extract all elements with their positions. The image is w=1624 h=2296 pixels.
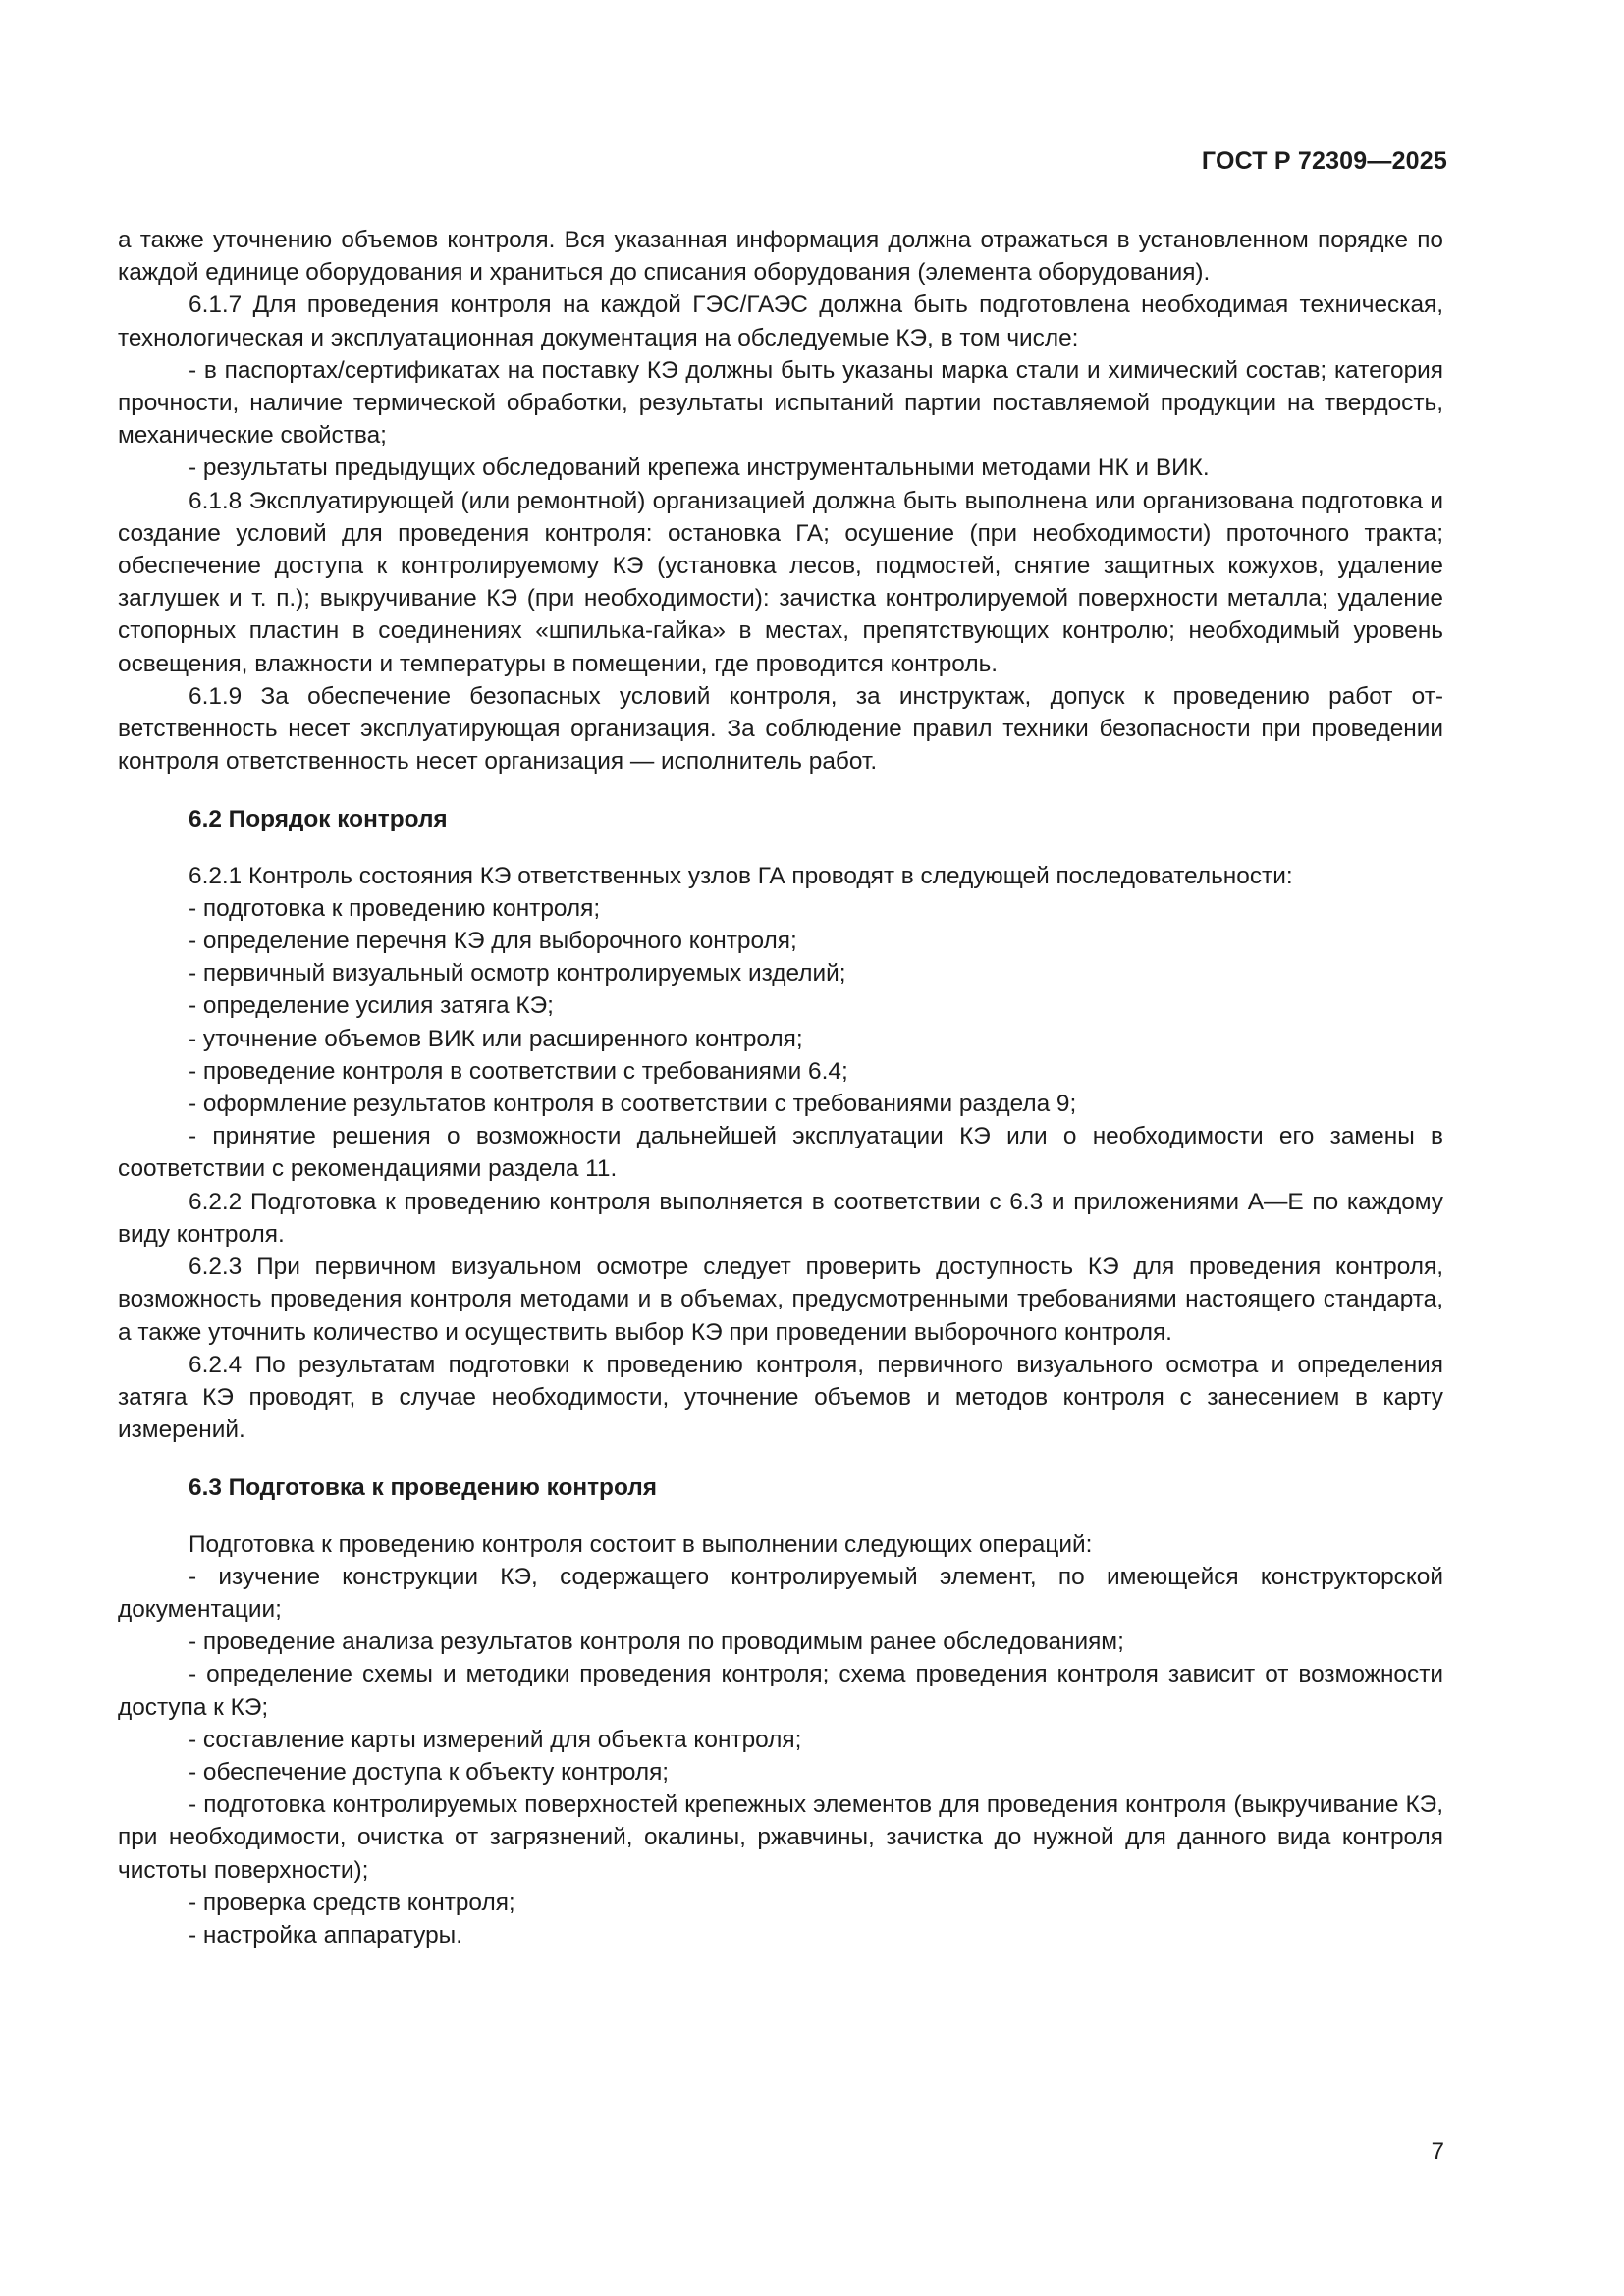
clause-6-1-8: 6.1.8 Эксплуатирующей (или ремонтной) организацией должна быть выполнена или организована подготовка и создание условий для проведения контроля: остановка ГА; осушение (при необходимости) проточного тракта; обеспечение доступа к контролируемому КЭ (установка лесов, подмостей, снятие защитных кожухов, удаление заглушек и т. п.); выкручивание КЭ (при необходимости): зачистка контролируемой поверхности металла; удаление стопорных пластин в соединениях «шпилька-гайка» в местах, препятствующих контролю; необходимый уровень освещения, влажности и температуры в помещении, где проводится контроль. <box>118 487 1443 677</box>
list-item: - проверка средств контроля; <box>189 1889 515 1916</box>
list-item: - подготовка контролируемых поверхностей крепежных элементов для проведения контроля (выкручивание КЭ, при необходимости, очистка от загрязнений, окалины, ржавчины, зачистка до нужной для данного вида контроля чистоты поверхности); <box>118 1791 1443 1884</box>
list-item: - настройка аппаратуры. <box>189 1921 462 1949</box>
list-item: - определение усилия затяга КЭ; <box>189 992 554 1020</box>
list-item: - результаты предыдущих обследований крепежа инструментальными методами НК и ВИК. <box>189 454 1210 482</box>
list-item: - в паспортах/сертификатах на поставку КЭ должны быть указаны марка стали и химический состав; категория прочности, наличие термической обработки, результаты испытаний партии поставляемой продукции на твердость, механические свойства; <box>118 356 1443 450</box>
list-item: - проведение контроля в соответствии с требованиями 6.4; <box>189 1057 848 1085</box>
list-item: - составление карты измерений для объекта контроля; <box>189 1726 802 1753</box>
clause-6-2-4: 6.2.4 По результатам подготовки к проведению контроля, первичного визуального осмотра и определения затяга КЭ проводят, в случае необходимости, уточнение объемов и методов контроля с занесением в карту измерений. <box>118 1351 1443 1444</box>
paragraph: Подготовка к проведению контроля состоит в выполнении следующих операций: <box>189 1530 1093 1558</box>
list-item: - проведение анализа результатов контроля по проводимым ранее обследованиям; <box>189 1629 1124 1656</box>
list-item: - определение перечня КЭ для выборочного контроля; <box>189 928 797 955</box>
list-item: - принятие решения о возможности дальнейшей эксплуатации КЭ или о необходимости его замены в соответствии с рекомендациями раздела 11. <box>118 1123 1443 1183</box>
list-item: - оформление результатов контроля в соответствии с требованиями раздела 9; <box>189 1091 1077 1118</box>
list-item: - определение схемы и методики проведения контроля; схема проведения контроля зависит от возможности доступа к КЭ; <box>118 1661 1443 1721</box>
list-item: - первичный визуальный осмотр контролируемых изделий; <box>189 960 846 988</box>
clause-6-2-1: 6.2.1 Контроль состояния КЭ ответственных узлов ГА проводят в следующей последовательности: <box>189 862 1293 889</box>
page-number: 7 <box>1431 2138 1444 2164</box>
clause-6-2-2: 6.2.2 Подготовка к проведению контроля выполняется в соответствии с 6.3 и приложениями А—Е по каждому виду контроля. <box>118 1188 1443 1248</box>
list-item: - обеспечение доступа к объекту контроля; <box>189 1758 670 1786</box>
clause-6-2-3: 6.2.3 При первичном визуальном осмотре следует проверить доступность КЭ для проведения контроля, возможность проведения контроля методами и в объемах, предусмотренными требованиями настоящего стандарта, а также уточнить количество и осуществить выбор КЭ при проведении выборочного контроля. <box>118 1254 1443 1346</box>
document-body <box>118 224 1443 1951</box>
section-heading-6-3: 6.3 Подготовка к проведению контроля <box>189 1474 657 1502</box>
clause-6-1-7: 6.1.7 Для проведения контроля на каждой ГЭС/ГАЭС должна быть подготовлена необходимая техническая, технологическая и эксплуатационная документация на обследуемые КЭ, в том числе: <box>118 292 1443 351</box>
paragraph: а также уточнению объемов контроля. Вся указанная информация должна отражаться в установленном порядке по каждой единице оборудования и храниться до списания оборудования (элемента оборудования). <box>118 227 1443 287</box>
list-item: - подготовка к проведению контроля; <box>189 894 601 922</box>
list-item: - уточнение объемов ВИК или расширенного контроля; <box>189 1025 803 1052</box>
clause-6-1-9: 6.1.9 За обеспечение безопасных условий контроля, за инструктаж, допуск к проведению работ ответственность несет эксплуатирующая организация. За соблюдение правил техники безопасности при проведении контроля ответственность несет организация — исполнитель работ. <box>118 682 1443 775</box>
list-item: - изучение конструкции КЭ, содержащего контролируемый элемент, по имеющейся конструкторской документации; <box>118 1563 1443 1623</box>
document-code-header: ГОСТ Р 72309—2025 <box>1201 147 1447 175</box>
section-heading-6-2: 6.2 Порядок контроля <box>189 806 448 833</box>
